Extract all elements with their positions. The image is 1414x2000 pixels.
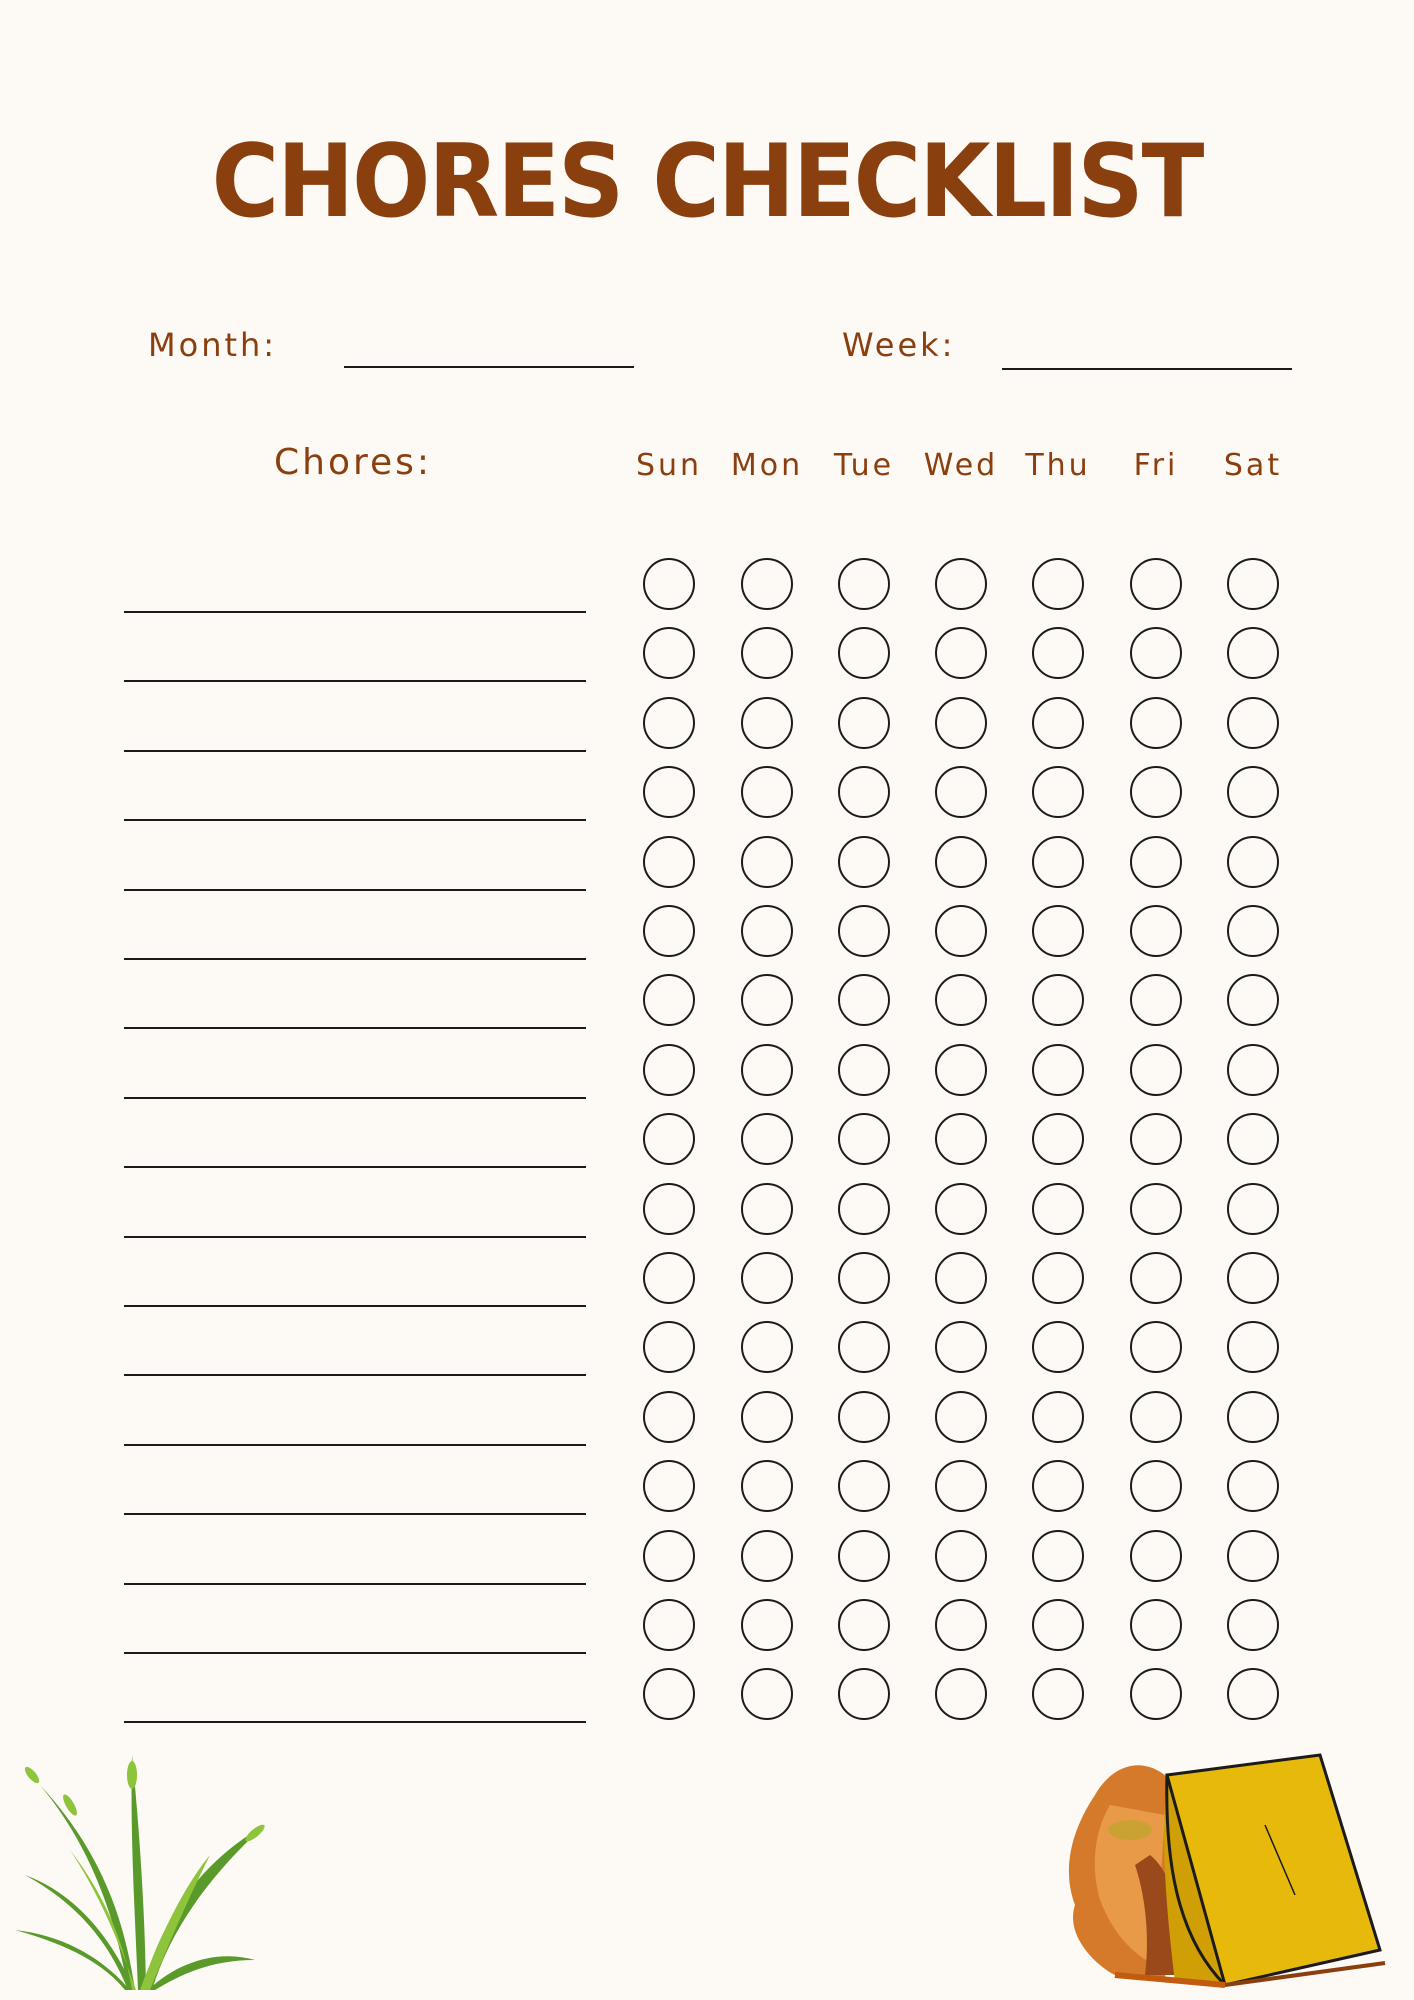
- checkbox-circle-tue[interactable]: [838, 1183, 890, 1235]
- checkbox-circle-sun[interactable]: [643, 627, 695, 679]
- checkbox-circle-thu[interactable]: [1032, 905, 1084, 957]
- checkbox-circle-sun[interactable]: [643, 1321, 695, 1373]
- checkbox-circle-mon[interactable]: [741, 1391, 793, 1443]
- checkbox-circle-wed[interactable]: [935, 1530, 987, 1582]
- checkbox-circle-thu[interactable]: [1032, 558, 1084, 610]
- week-field[interactable]: [1002, 368, 1292, 370]
- checkbox-circle-mon[interactable]: [741, 1044, 793, 1096]
- checkbox-circle-fri[interactable]: [1130, 1391, 1182, 1443]
- checkbox-circle-sat[interactable]: [1227, 766, 1279, 818]
- checkbox-circle-fri[interactable]: [1130, 1044, 1182, 1096]
- chore-line[interactable]: [124, 1652, 586, 1654]
- checkbox-circle-wed[interactable]: [935, 1599, 987, 1651]
- checkbox-circle-tue[interactable]: [838, 1252, 890, 1304]
- checkbox-circle-wed[interactable]: [935, 1183, 987, 1235]
- checkbox-circle-thu[interactable]: [1032, 697, 1084, 749]
- checkbox-circle-mon[interactable]: [741, 558, 793, 610]
- checkbox-circle-tue[interactable]: [838, 1599, 890, 1651]
- checkbox-circle-mon[interactable]: [741, 697, 793, 749]
- checkbox-circle-wed[interactable]: [935, 1252, 987, 1304]
- checkbox-circle-sat[interactable]: [1227, 1668, 1279, 1720]
- checkbox-circle-fri[interactable]: [1130, 1530, 1182, 1582]
- checkbox-circle-tue[interactable]: [838, 905, 890, 957]
- checkbox-circle-tue[interactable]: [838, 974, 890, 1026]
- checkbox-circle-wed[interactable]: [935, 974, 987, 1026]
- day-label-sun: Sun: [635, 448, 703, 483]
- checkbox-circle-fri[interactable]: [1130, 1113, 1182, 1165]
- checkbox-circle-tue[interactable]: [838, 1530, 890, 1582]
- checkbox-circle-wed[interactable]: [935, 1460, 987, 1512]
- chore-line[interactable]: [124, 750, 586, 752]
- checkbox-circle-sat[interactable]: [1227, 905, 1279, 957]
- chore-line[interactable]: [124, 1305, 586, 1307]
- checkbox-circle-thu[interactable]: [1032, 1321, 1084, 1373]
- day-label-tue: Tue: [833, 448, 895, 483]
- checkbox-circle-sat[interactable]: [1227, 1113, 1279, 1165]
- checkbox-circle-thu[interactable]: [1032, 627, 1084, 679]
- grass-icon: [10, 1745, 280, 1995]
- chore-line[interactable]: [124, 1097, 586, 1099]
- checkbox-circle-sat[interactable]: [1227, 1530, 1279, 1582]
- checkbox-circle-fri[interactable]: [1130, 1460, 1182, 1512]
- checkbox-circle-sat[interactable]: [1227, 1044, 1279, 1096]
- checkbox-circle-wed[interactable]: [935, 1391, 987, 1443]
- checkbox-circle-sun[interactable]: [643, 836, 695, 888]
- checkbox-circle-wed[interactable]: [935, 1044, 987, 1096]
- chore-line[interactable]: [124, 1513, 586, 1515]
- checkbox-circle-tue[interactable]: [838, 1391, 890, 1443]
- checkbox-circle-sun[interactable]: [643, 1668, 695, 1720]
- checkbox-circle-thu[interactable]: [1032, 836, 1084, 888]
- checkbox-circle-thu[interactable]: [1032, 1599, 1084, 1651]
- checkbox-circle-sun[interactable]: [643, 1460, 695, 1512]
- checkbox-circle-sun[interactable]: [643, 766, 695, 818]
- chore-line[interactable]: [124, 1374, 586, 1376]
- checkbox-circle-mon[interactable]: [741, 974, 793, 1026]
- page-title: CHORES CHECKLIST: [211, 122, 1203, 241]
- checkbox-circle-fri[interactable]: [1130, 974, 1182, 1026]
- checkbox-circle-sun[interactable]: [643, 1391, 695, 1443]
- chore-line[interactable]: [124, 611, 586, 613]
- checkbox-circle-mon[interactable]: [741, 766, 793, 818]
- chore-line[interactable]: [124, 958, 586, 960]
- checkbox-circle-wed[interactable]: [935, 905, 987, 957]
- checkbox-circle-wed[interactable]: [935, 836, 987, 888]
- checkbox-circle-sun[interactable]: [643, 974, 695, 1026]
- checkbox-circle-thu[interactable]: [1032, 1113, 1084, 1165]
- chore-line[interactable]: [124, 1444, 586, 1446]
- checkbox-circle-sun[interactable]: [643, 697, 695, 749]
- checkbox-circle-fri[interactable]: [1130, 1252, 1182, 1304]
- checkbox-circle-sat[interactable]: [1227, 1183, 1279, 1235]
- checkbox-circle-tue[interactable]: [838, 558, 890, 610]
- checkbox-circle-wed[interactable]: [935, 558, 987, 610]
- checkbox-circle-fri[interactable]: [1130, 766, 1182, 818]
- checkbox-circle-mon[interactable]: [741, 1252, 793, 1304]
- day-label-sat: Sat: [1223, 448, 1283, 483]
- checkbox-circle-sat[interactable]: [1227, 1391, 1279, 1443]
- checkbox-circle-wed[interactable]: [935, 1668, 987, 1720]
- checkbox-circle-fri[interactable]: [1130, 627, 1182, 679]
- checkbox-circle-mon[interactable]: [741, 1183, 793, 1235]
- checkbox-circle-tue[interactable]: [838, 766, 890, 818]
- chores-header: Chores:: [274, 442, 433, 483]
- chore-line[interactable]: [124, 680, 586, 682]
- checkbox-circle-mon[interactable]: [741, 1599, 793, 1651]
- chore-line[interactable]: [124, 889, 586, 891]
- checkbox-circle-tue[interactable]: [838, 627, 890, 679]
- checkbox-circle-mon[interactable]: [741, 627, 793, 679]
- checkbox-circle-mon[interactable]: [741, 1113, 793, 1165]
- month-label: Month:: [148, 326, 278, 364]
- chore-line[interactable]: [124, 1721, 586, 1723]
- checkbox-circle-thu[interactable]: [1032, 974, 1084, 1026]
- checkbox-circle-mon[interactable]: [741, 1668, 793, 1720]
- checkbox-circle-sun[interactable]: [643, 1183, 695, 1235]
- checkbox-circle-tue[interactable]: [838, 1668, 890, 1720]
- checkbox-circle-fri[interactable]: [1130, 905, 1182, 957]
- checkbox-circle-sat[interactable]: [1227, 1460, 1279, 1512]
- day-label-thu: Thu: [1025, 448, 1091, 483]
- checkbox-circle-sun[interactable]: [643, 1044, 695, 1096]
- chore-line[interactable]: [124, 819, 586, 821]
- checkbox-circle-mon[interactable]: [741, 836, 793, 888]
- checkbox-circle-thu[interactable]: [1032, 1460, 1084, 1512]
- day-label-mon: Mon: [730, 448, 804, 483]
- month-field[interactable]: [344, 366, 634, 368]
- checkbox-circle-tue[interactable]: [838, 1044, 890, 1096]
- checkbox-circle-sat[interactable]: [1227, 974, 1279, 1026]
- checkbox-circle-thu[interactable]: [1032, 1530, 1084, 1582]
- checkbox-circle-sun[interactable]: [643, 1113, 695, 1165]
- checkbox-circle-tue[interactable]: [838, 1321, 890, 1373]
- checkbox-circle-sat[interactable]: [1227, 558, 1279, 610]
- checkbox-circle-mon[interactable]: [741, 1530, 793, 1582]
- checkbox-circle-mon[interactable]: [741, 1321, 793, 1373]
- checkbox-circle-sun[interactable]: [643, 1599, 695, 1651]
- checkbox-circle-wed[interactable]: [935, 1113, 987, 1165]
- checkbox-circle-thu[interactable]: [1032, 766, 1084, 818]
- checkbox-circle-thu[interactable]: [1032, 1252, 1084, 1304]
- checkbox-circle-thu[interactable]: [1032, 1183, 1084, 1235]
- checkbox-circle-fri[interactable]: [1130, 697, 1182, 749]
- checkbox-circle-thu[interactable]: [1032, 1668, 1084, 1720]
- checkbox-circle-mon[interactable]: [741, 1460, 793, 1512]
- checkbox-circle-sat[interactable]: [1227, 1599, 1279, 1651]
- day-label-wed: Wed: [923, 448, 999, 483]
- checkbox-circle-sat[interactable]: [1227, 1321, 1279, 1373]
- checkbox-circle-thu[interactable]: [1032, 1044, 1084, 1096]
- checkbox-circle-sat[interactable]: [1227, 1252, 1279, 1304]
- checkbox-circle-tue[interactable]: [838, 697, 890, 749]
- checkbox-circle-fri[interactable]: [1130, 1183, 1182, 1235]
- checkbox-circle-wed[interactable]: [935, 697, 987, 749]
- chore-line[interactable]: [124, 1166, 586, 1168]
- checkbox-circle-fri[interactable]: [1130, 836, 1182, 888]
- checkbox-circle-sun[interactable]: [643, 558, 695, 610]
- tent-icon: [1055, 1735, 1395, 1990]
- checkbox-circle-tue[interactable]: [838, 1460, 890, 1512]
- checkbox-circle-wed[interactable]: [935, 766, 987, 818]
- checkbox-circle-sun[interactable]: [643, 1252, 695, 1304]
- checkbox-circle-fri[interactable]: [1130, 558, 1182, 610]
- checkbox-circle-fri[interactable]: [1130, 1668, 1182, 1720]
- checkbox-circle-tue[interactable]: [838, 836, 890, 888]
- checkbox-circle-sun[interactable]: [643, 905, 695, 957]
- chore-line[interactable]: [124, 1583, 586, 1585]
- checkbox-circle-sat[interactable]: [1227, 627, 1279, 679]
- chore-line[interactable]: [124, 1027, 586, 1029]
- checkbox-circle-thu[interactable]: [1032, 1391, 1084, 1443]
- checkbox-circle-wed[interactable]: [935, 627, 987, 679]
- checkbox-circle-fri[interactable]: [1130, 1321, 1182, 1373]
- day-label-fri: Fri: [1133, 448, 1179, 483]
- checkbox-circle-sun[interactable]: [643, 1530, 695, 1582]
- checkbox-circle-sat[interactable]: [1227, 697, 1279, 749]
- checkbox-circle-tue[interactable]: [838, 1113, 890, 1165]
- week-label: Week:: [842, 326, 956, 364]
- checkbox-circle-wed[interactable]: [935, 1321, 987, 1373]
- checkbox-circle-sat[interactable]: [1227, 836, 1279, 888]
- checkbox-circle-mon[interactable]: [741, 905, 793, 957]
- chore-line[interactable]: [124, 1236, 586, 1238]
- checkbox-circle-fri[interactable]: [1130, 1599, 1182, 1651]
